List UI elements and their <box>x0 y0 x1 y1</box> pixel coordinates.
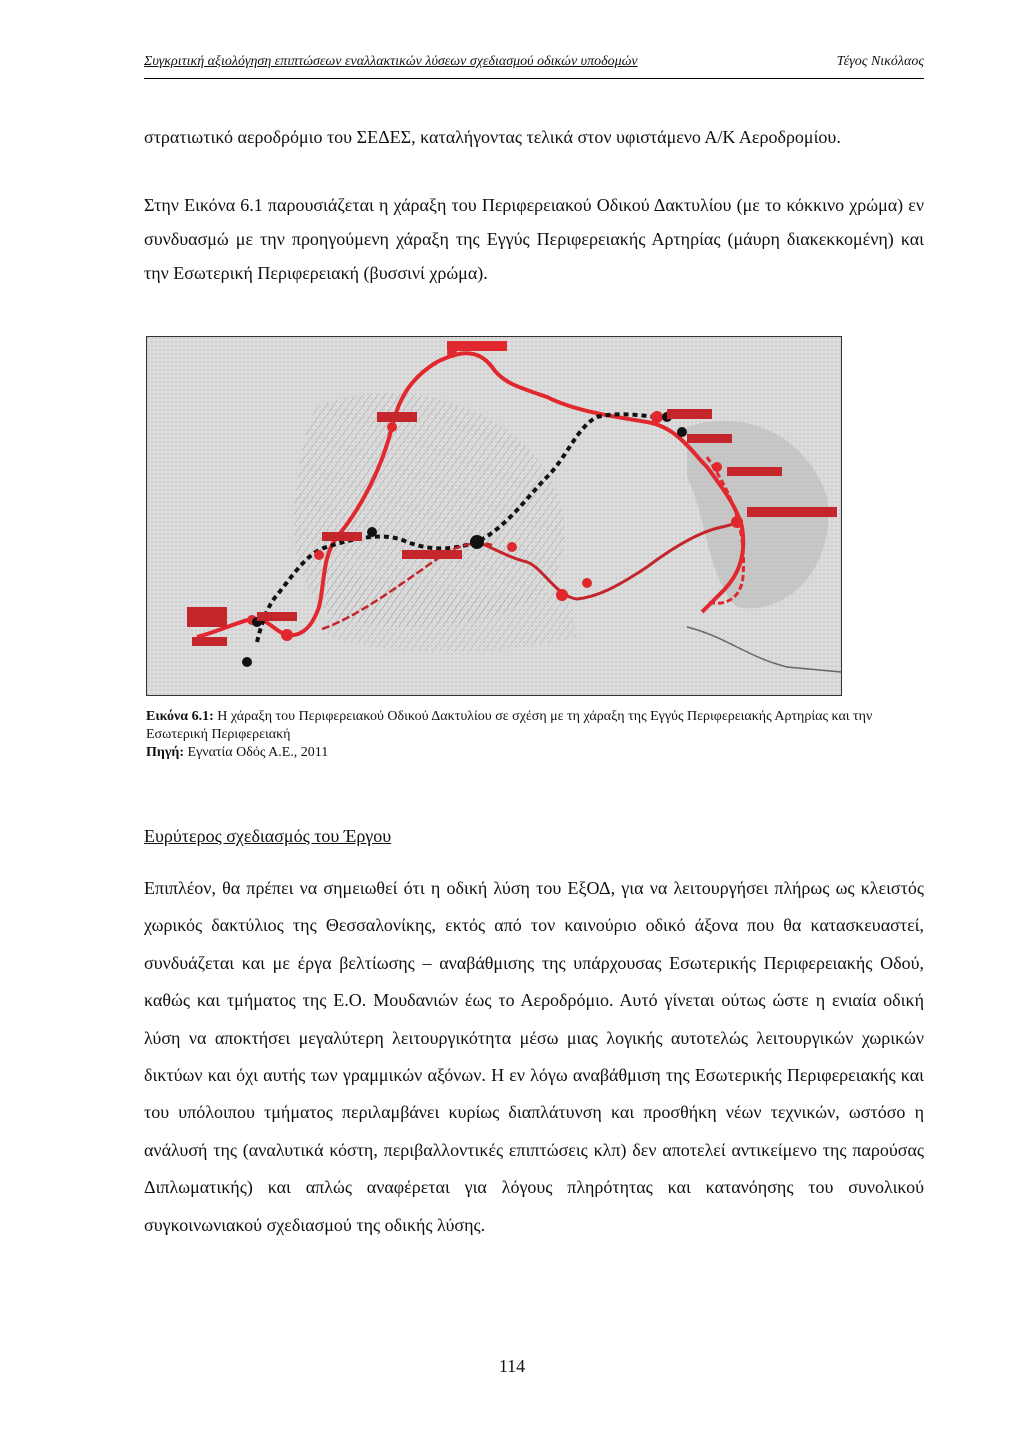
map-label-box <box>322 532 362 541</box>
junction-node <box>651 411 663 423</box>
junction-node <box>556 589 568 601</box>
map-label-box <box>747 507 837 517</box>
junction-node <box>314 550 324 560</box>
map-label-box <box>447 341 507 351</box>
junction-node <box>582 578 592 588</box>
paragraph-figure-reference: Στην Εικόνα 6.1 παρουσιάζεται η χάραξη του Περιφερειακού Οδικού Δακτυλίου (με το κόκκινο χρώμα) εν συνδυασμώ με την προηγούμενη χάραξη της Εγγύς Περιφερειακής Αρτηρίας (μάυρη διακεκκομένη) και την Εσωτερική Περιφερειακή (βυσσινί χρώμα). <box>144 195 924 283</box>
junction-black <box>677 427 687 437</box>
map-label-box <box>187 607 227 627</box>
junction-black <box>367 527 377 537</box>
junction-node <box>712 462 722 472</box>
page-header <box>144 54 924 79</box>
map-label-box <box>402 550 462 559</box>
junction-node <box>507 542 517 552</box>
map-label-box <box>687 434 732 443</box>
map-figure <box>146 336 842 696</box>
junction-black <box>242 657 252 667</box>
map-label-box <box>192 637 227 646</box>
paragraph-intro: στρατιωτικό αεροδρόμιο του ΣΕΔΕΣ, καταλήγοντας τελικά στον υφιστάμενο Α/Κ Αεροδρομίου. <box>144 127 841 147</box>
junction-node <box>731 516 743 528</box>
road-map-svg <box>147 337 841 695</box>
caption-label: Εικόνα 6.1: <box>146 709 214 724</box>
junction-black <box>470 535 484 549</box>
figure-caption <box>146 708 926 762</box>
header-title: Συγκριτική αξιολόγηση επιπτώσεων εναλλακτικών λύσεων σχεδιασμού οδικών υποδομών <box>144 54 638 69</box>
junction-node <box>281 629 293 641</box>
caption-source-text: Εγνατία Οδός Α.Ε., 2011 <box>184 745 329 760</box>
map-label-box <box>667 409 712 419</box>
caption-text: Η χάραξη του Περιφερειακού Οδικού Δακτυλίου σε σχέση με τη χάραξη της Εγγύς Περιφερειακής Αρτηρίας και την Εσωτερική Περιφερειακή <box>146 709 873 742</box>
map-label-box <box>727 467 782 476</box>
caption-source-label: Πηγή: <box>146 745 185 760</box>
junction-node <box>387 422 397 432</box>
header-author: Τέγος Νικόλαος <box>836 54 924 69</box>
paragraph-wider-planning: Επιπλέον, θα πρέπει να σημειωθεί ότι η οδική λύση του ΕξΟΔ, για να λειτουργήσει πλήρως ως κλειστός χωρικός δακτύλιος της Θεσσαλονίκης, εκτός από τον καινούριο οδικό άξονα που θα κατασκευαστεί, συνδυάζεται και με έργα βελτίωσης – αναβάθμισης της υπάρχουσας Εσωτερικής Περιφερειακής Οδού, καθώς και τμήματος της Ε.Ο. Μουδανιών έως το Αεροδρόμιο. Αυτό γίνεται ούτως ώστε η ενιαία οδική λύση να αποκτήσει μεγαλύτερη λειτουργικότητα μέσω μιας λογικής αυτοτελώς λειτουργικών χωρικών δικτύων και όχι αυτής των γραμμικών αξόνων. Η εν λόγω αναβάθμιση της Εσωτερικής Περιφερειακής και του υπόλοιπου τμήματος περιλαμβάνει κυρίως διαπλάτυνση και προσθήκη νέων τεχνικών, ωστόσο η ανάλυσή της (αναλυτικά κόστη, περιβαλλοντικές επιπτώσεις κλπ) δεν αποτελεί αντικείμενο της παρούσας Διπλωματικής) και απλώς αναφέρεται για λόγους πληρότητας και κατανόησης του συνολικού συγκοινωνιακού σχεδιασμού της οδικής λύσης. <box>144 878 924 1235</box>
page-number: 114 <box>498 1356 526 1376</box>
section-title: Ευρύτερος σχεδιασμός του Έργου <box>144 826 392 846</box>
map-label-box <box>377 412 417 422</box>
map-label-box <box>257 612 297 621</box>
